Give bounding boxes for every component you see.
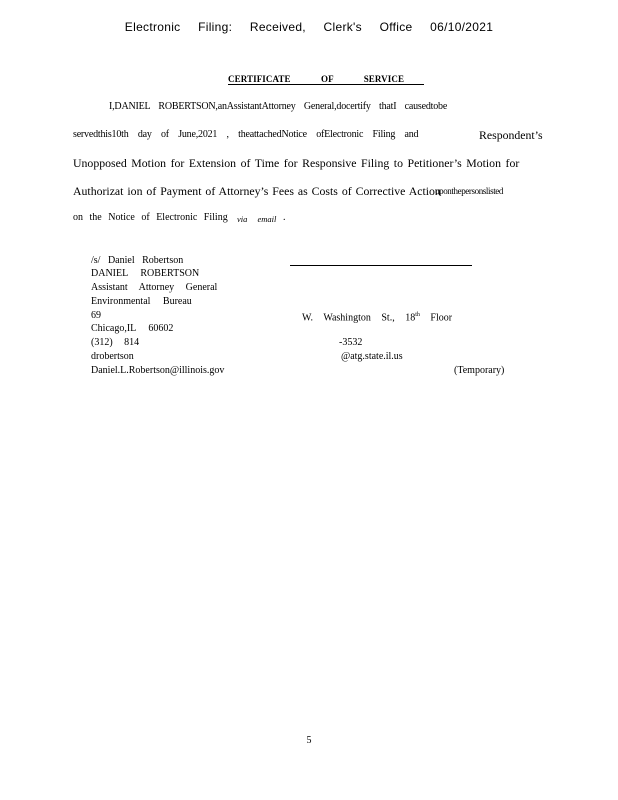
certificate-line-2-end: Respondent’s	[479, 128, 543, 142]
certificate-line-2: servedthis10th day of June,2021 , theattachedNotice ofElectronic Filing and	[73, 129, 419, 140]
address-street-number: 69	[91, 310, 101, 321]
signature-name: DANIEL ROBERTSON	[91, 268, 200, 279]
signature-line	[290, 265, 472, 266]
certificate-line-5-period: .	[283, 212, 286, 223]
address-street-name: W. Washington St., 18	[302, 312, 416, 324]
certificate-line-1: I,DANIEL ROBERTSON,anAssistantAttorney General,docertify thatI causedtobe	[109, 101, 448, 112]
email-alternate-note: (Temporary)	[454, 365, 505, 376]
signature-slash-s: /s/ Daniel Robertson	[91, 255, 184, 266]
certificate-line-4-end: uponthepersonslisted	[435, 186, 503, 196]
certificate-line-5: on the Notice of Electronic Filing	[73, 212, 228, 223]
certificate-line-4: Authorizat ion of Payment of Attorney’s Fees as Costs of Corrective Action	[73, 184, 441, 198]
address-city: Chicago,IL 60602	[91, 323, 174, 334]
page-number: 5	[306, 735, 312, 746]
address-street-suffix: th	[415, 312, 420, 318]
filing-stamp-header: Electronic Filing: Received, Clerk's Office 06/10/2021	[124, 20, 494, 34]
phone-number: -3532	[339, 337, 363, 348]
certificate-title: CERTIFICATE OF SERVICE	[228, 74, 424, 85]
certificate-line-3: Unopposed Motion for Extension of Time for Responsive Filing to Petitioner’s Motion for	[73, 156, 520, 170]
signature-title: Assistant Attorney General	[91, 282, 218, 293]
email-user: drobertson	[91, 351, 134, 362]
email-domain: @atg.state.il.us	[341, 351, 403, 362]
phone-area: (312) 814	[91, 337, 140, 348]
signature-bureau: Environmental Bureau	[91, 296, 192, 307]
email-alternate: Daniel.L.Robertson@illinois.gov	[91, 365, 225, 376]
address-street	[302, 309, 452, 325]
address-floor: Floor	[430, 312, 453, 324]
certificate-via-email: via email	[237, 214, 277, 224]
